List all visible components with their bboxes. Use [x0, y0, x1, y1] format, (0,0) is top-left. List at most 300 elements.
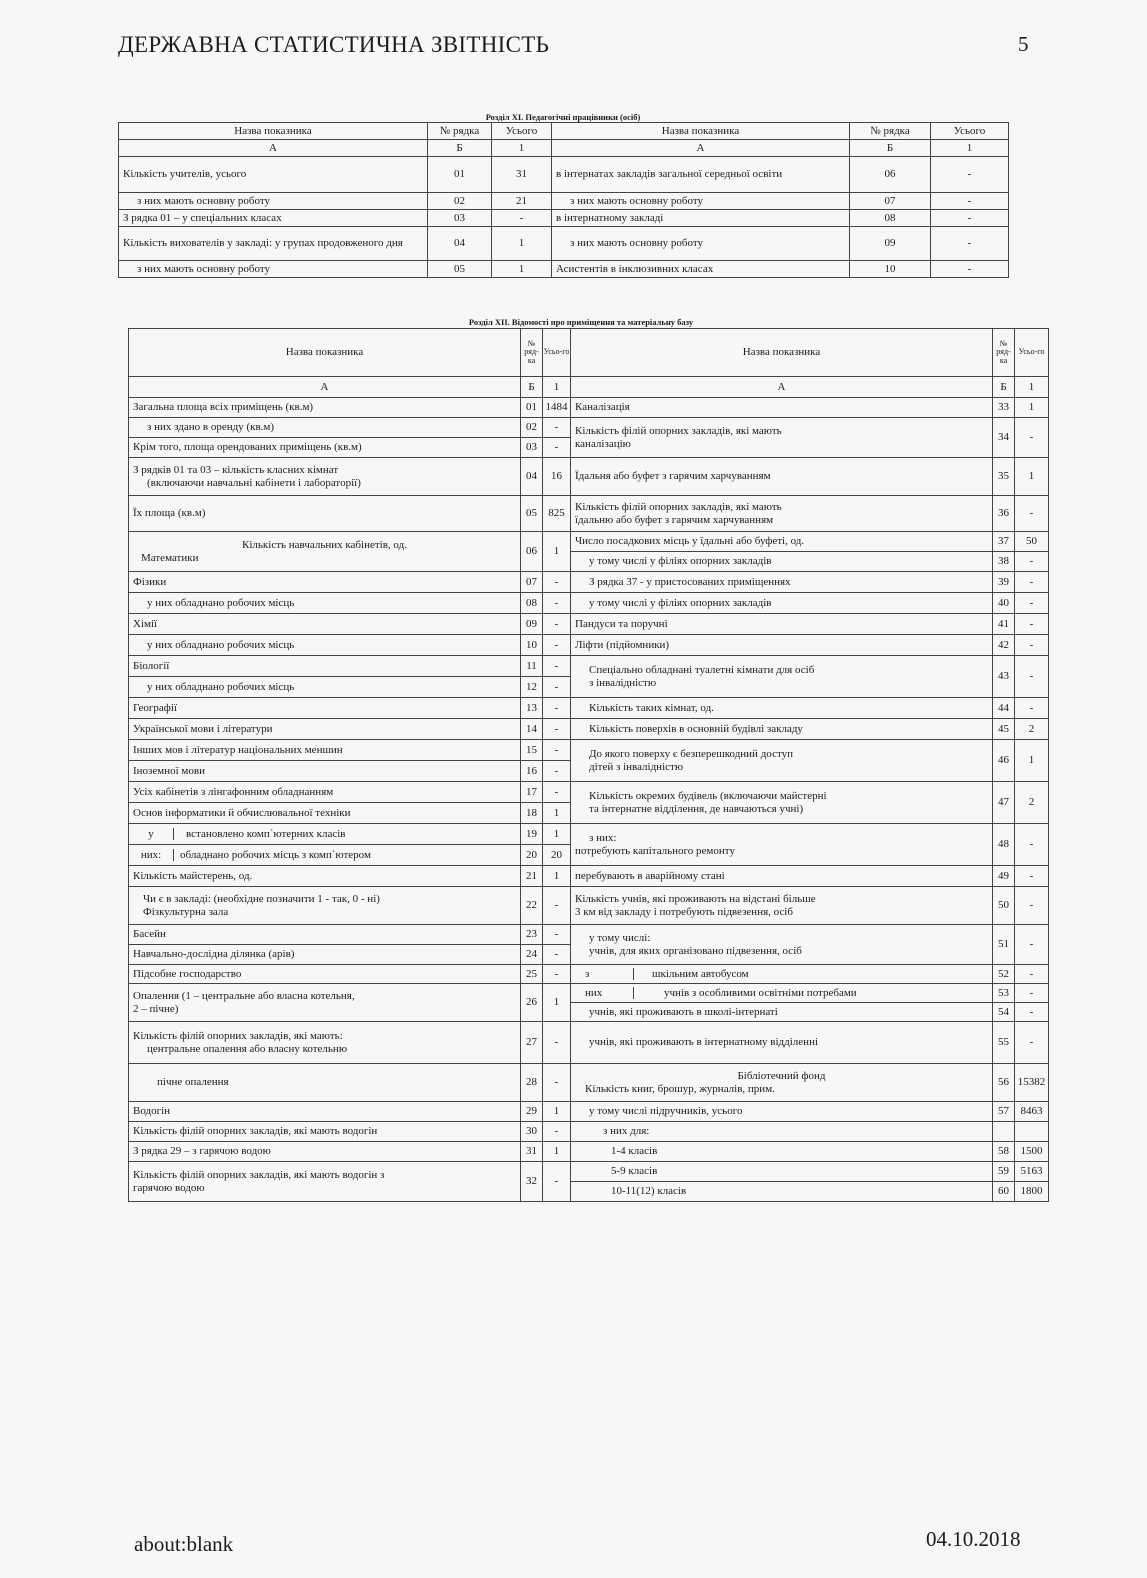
row-label: в інтернатному закладі — [552, 210, 850, 227]
footer-url: about:blank — [134, 1532, 234, 1556]
col-header: Назва показника — [119, 123, 428, 140]
section-11-title: Розділ XI. Педагогічні працівники (осіб) — [485, 112, 641, 122]
row-label — [129, 532, 521, 572]
row-value: - — [543, 1064, 571, 1102]
row-label-line: учнів з особливими освітніми потребами — [664, 986, 857, 999]
row-label: з них мають основну роботу — [119, 261, 428, 278]
row-label — [571, 496, 993, 532]
col-header: Усьо-го — [1015, 329, 1049, 377]
row-code: 44 — [993, 698, 1015, 719]
row-value: 1 — [1015, 740, 1049, 782]
row-code: 06 — [521, 532, 543, 572]
row-label: Хімії — [129, 614, 521, 635]
table-row — [129, 866, 1049, 887]
row-value: 1 — [543, 1142, 571, 1162]
row-value: 16 — [543, 458, 571, 496]
row-label: Крім того, площа орендованих приміщень (кв.м) — [129, 438, 521, 458]
row-code: 11 — [521, 656, 543, 677]
row-label-line: каналізацію — [575, 437, 631, 450]
table-row — [129, 887, 1049, 925]
row-value: - — [543, 1162, 571, 1202]
row-code: 49 — [993, 866, 1015, 887]
row-code: 02 — [428, 193, 492, 210]
row-value: 1 — [543, 984, 571, 1022]
row-label-line: До якого поверху є безперешкодний доступ — [589, 747, 793, 760]
row-value: - — [543, 614, 571, 635]
row-value: - — [1015, 552, 1049, 572]
row-label: з них мають основну роботу — [552, 193, 850, 210]
row-value: - — [1015, 593, 1049, 614]
row-label-line: дітей з інвалідністю — [589, 760, 684, 773]
section-12-table — [128, 328, 1049, 1202]
col-subheader: А — [571, 377, 993, 398]
row-code: 37 — [993, 532, 1015, 552]
row-code: 39 — [993, 572, 1015, 593]
nested-label — [129, 849, 520, 862]
row-value: - — [1015, 866, 1049, 887]
row-code: 33 — [993, 398, 1015, 418]
row-value: 1484 — [543, 398, 571, 418]
section-12-title: Розділ XII. Відомості про приміщення та матеріальну базу — [468, 317, 694, 327]
row-label: Української мови і літератури — [129, 719, 521, 740]
row-heading: Кількість навчальних кабінетів, од. — [242, 538, 407, 551]
row-code: 52 — [993, 965, 1015, 984]
row-code: 28 — [521, 1064, 543, 1102]
row-value: 5163 — [1015, 1162, 1049, 1182]
row-label-line: шкільним автобусом — [652, 967, 749, 980]
row-code: 19 — [521, 824, 543, 845]
row-code: 14 — [521, 719, 543, 740]
row-code: 34 — [993, 418, 1015, 458]
row-label: Іноземної мови — [129, 761, 521, 782]
row-value: - — [1015, 635, 1049, 656]
col-subheader: Б — [850, 140, 931, 157]
table-row — [119, 157, 1009, 193]
table-row — [129, 925, 1049, 945]
row-value: 1 — [492, 261, 552, 278]
row-value: - — [1015, 656, 1049, 698]
table-row — [129, 1022, 1049, 1064]
col-header: Назва показника — [129, 329, 521, 377]
row-code: 46 — [993, 740, 1015, 782]
row-value: - — [1015, 824, 1049, 866]
row-label: Навчально-дослідна ділянка (арів) — [129, 945, 521, 965]
table-row — [129, 496, 1049, 532]
table-subheader-row — [129, 377, 1049, 398]
row-label: Каналізація — [571, 398, 993, 418]
row-value: 2 — [1015, 782, 1049, 824]
table-row — [119, 210, 1009, 227]
row-label: з них здано в оренду (кв.м) — [129, 418, 521, 438]
row-label-line: Кількість учнів, які проживають на відстані більше — [575, 892, 816, 905]
row-label: З рядка 01 – у спеціальних класах — [119, 210, 428, 227]
row-code: 09 — [850, 227, 931, 261]
table-row — [119, 227, 1009, 261]
row-label: 10-11(12) класів — [571, 1182, 993, 1202]
table-row — [129, 1122, 1049, 1142]
table-row — [129, 418, 1049, 438]
row-label: Кількість поверхів в основній будівлі закладу — [571, 719, 993, 740]
table-row — [129, 984, 1049, 1003]
table-header-row — [119, 123, 1009, 140]
row-label: Кількість вихователів у закладі: у групах продовженого дня — [119, 227, 428, 261]
row-label: Пандуси та поручні — [571, 614, 993, 635]
row-value: 8463 — [1015, 1102, 1049, 1122]
col-header: Назва показника — [552, 123, 850, 140]
row-value: 50 — [1015, 532, 1049, 552]
row-code: 47 — [993, 782, 1015, 824]
row-code: 07 — [850, 193, 931, 210]
row-code: 22 — [521, 887, 543, 925]
col-header: № ряд-ка — [993, 329, 1015, 377]
row-label: З рядка 29 – з гарячою водою — [129, 1142, 521, 1162]
row-code: 04 — [428, 227, 492, 261]
row-value: - — [543, 593, 571, 614]
row-code: 53 — [993, 984, 1015, 1003]
row-value: 21 — [492, 193, 552, 210]
row-code: 07 — [521, 572, 543, 593]
row-code: 54 — [993, 1003, 1015, 1022]
row-code: 51 — [993, 925, 1015, 965]
row-code: 48 — [993, 824, 1015, 866]
col-subheader: А — [552, 140, 850, 157]
row-label: у них обладнано робочих місць — [129, 593, 521, 614]
row-value: 825 — [543, 496, 571, 532]
row-label: з них мають основну роботу — [552, 227, 850, 261]
row-label: учнів, які проживають в школі-інтернаті — [571, 1003, 993, 1022]
row-label: пічне опалення — [129, 1064, 521, 1102]
table-row — [129, 965, 1049, 984]
row-code: 20 — [521, 845, 543, 866]
row-value: - — [1015, 614, 1049, 635]
row-label: у них обладнано робочих місць — [129, 677, 521, 698]
row-code: 10 — [850, 261, 931, 278]
col-subheader: А — [119, 140, 428, 157]
row-label: Фізики — [129, 572, 521, 593]
row-label: Кількість майстерень, од. — [129, 866, 521, 887]
row-value: - — [1015, 887, 1049, 925]
row-code: 01 — [428, 157, 492, 193]
table-row — [129, 532, 1049, 552]
row-label — [571, 1064, 993, 1102]
col-subheader: Б — [993, 377, 1015, 398]
row-value: - — [1015, 572, 1049, 593]
row-prefix: них: — [129, 849, 174, 862]
row-label — [571, 965, 993, 984]
row-label: Їдальня або буфет з гарячим харчуванням — [571, 458, 993, 496]
row-code: 26 — [521, 984, 543, 1022]
row-value: - — [492, 210, 552, 227]
row-code: 55 — [993, 1022, 1015, 1064]
row-label-line: Опалення (1 – центральне або власна котельня, — [133, 989, 355, 1002]
row-value: - — [543, 965, 571, 984]
row-label-line: 3 км від закладу і потребують підвезення, осіб — [575, 905, 793, 918]
row-code: 08 — [521, 593, 543, 614]
row-label — [129, 458, 521, 496]
row-value: 1 — [543, 824, 571, 845]
row-label — [129, 845, 521, 866]
row-label-line: Чи є в закладі: (необхідне позначити 1 - так, 0 - ні) — [143, 892, 380, 905]
row-label: у тому числі підручників, усього — [571, 1102, 993, 1122]
table-row — [129, 593, 1049, 614]
row-code: 18 — [521, 803, 543, 824]
row-label: Загальна площа всіх приміщень (кв.м) — [129, 398, 521, 418]
row-value: - — [543, 698, 571, 719]
row-label: Підсобне господарство — [129, 965, 521, 984]
row-label-line: потребують капітального ремонту — [575, 844, 735, 857]
row-label-line: Спеціально обладнані туалетні кімнати для осіб — [589, 663, 815, 676]
table-row — [129, 719, 1049, 740]
row-label: Водогін — [129, 1102, 521, 1122]
table-row — [129, 656, 1049, 677]
row-code: 06 — [850, 157, 931, 193]
row-code: 05 — [428, 261, 492, 278]
row-label-line: Кількість окремих будівель (включаючи майстерні — [589, 789, 827, 802]
row-code: 05 — [521, 496, 543, 532]
row-value: 1 — [1015, 398, 1049, 418]
row-label: Усіх кабінетів з лінгафонним обладнанням — [129, 782, 521, 803]
row-label — [129, 887, 521, 925]
row-label-line: Кількість філій опорних закладів, які мають: — [133, 1029, 343, 1042]
table-row — [129, 1064, 1049, 1102]
row-code: 03 — [428, 210, 492, 227]
row-label-line: з них: — [589, 831, 617, 844]
row-label: Основ інформатики й обчислювальної техніки — [129, 803, 521, 824]
row-value: - — [543, 945, 571, 965]
row-code: 29 — [521, 1102, 543, 1122]
row-label-line: Кількість філій опорних закладів, які мають — [575, 500, 782, 513]
row-label: учнів, які проживають в інтернатному відділенні — [571, 1022, 993, 1064]
row-value: - — [1015, 984, 1049, 1003]
col-header: Усього — [492, 123, 552, 140]
row-value: - — [931, 193, 1009, 210]
row-value: 31 — [492, 157, 552, 193]
row-code: 57 — [993, 1102, 1015, 1122]
row-value: - — [543, 438, 571, 458]
row-value: - — [1015, 418, 1049, 458]
row-label: Інших мов і літератур національних меншин — [129, 740, 521, 761]
row-value: 1800 — [1015, 1182, 1049, 1202]
row-label — [571, 740, 993, 782]
row-value: - — [1015, 496, 1049, 532]
row-label: у тому числі у філіях опорних закладів — [571, 552, 993, 572]
row-label-line: Математики — [141, 551, 199, 564]
row-code: 08 — [850, 210, 931, 227]
row-code: 31 — [521, 1142, 543, 1162]
row-code: 58 — [993, 1142, 1015, 1162]
table-row — [129, 740, 1049, 761]
col-header: № рядка — [428, 123, 492, 140]
table-row — [129, 635, 1049, 656]
row-code: 02 — [521, 418, 543, 438]
row-code: 36 — [993, 496, 1015, 532]
row-code: 16 — [521, 761, 543, 782]
row-code: 25 — [521, 965, 543, 984]
row-value: 1 — [543, 803, 571, 824]
row-label: у них обладнано робочих місць — [129, 635, 521, 656]
row-label — [571, 925, 993, 965]
row-label-line: їдальню або буфет з гарячим харчуванням — [575, 513, 774, 526]
row-label: Басейн — [129, 925, 521, 945]
row-code: 50 — [993, 887, 1015, 925]
section-11-table — [118, 122, 1009, 278]
row-label: 1-4 класів — [571, 1142, 993, 1162]
row-value: - — [543, 572, 571, 593]
table-row — [129, 1162, 1049, 1182]
col-header: № ряд-ка — [521, 329, 543, 377]
row-label-line: Кількість філій опорних закладів, які мають водогін з — [133, 1168, 385, 1181]
table-row — [129, 824, 1049, 845]
row-label-line: Кількість філій опорних закладів, які мають — [575, 424, 782, 437]
row-value: 20 — [543, 845, 571, 866]
row-label — [571, 984, 993, 1003]
row-value: - — [1015, 925, 1049, 965]
row-label — [129, 1022, 521, 1064]
row-code: 27 — [521, 1022, 543, 1064]
col-subheader: 1 — [543, 377, 571, 398]
row-value: - — [543, 782, 571, 803]
nested-label — [571, 968, 992, 981]
row-label-line: встановлено комп`ютерних класів — [186, 827, 346, 840]
row-code: 42 — [993, 635, 1015, 656]
table-row — [129, 1142, 1049, 1162]
row-label-line: обладнано робочих місць з комп`ютером — [180, 848, 371, 861]
table-row — [129, 398, 1049, 418]
row-label: Біології — [129, 656, 521, 677]
row-label-line: Фізкультурна зала — [143, 905, 229, 918]
row-label: з них для: — [571, 1122, 993, 1142]
row-value: - — [1015, 1003, 1049, 1022]
row-value: 1 — [543, 866, 571, 887]
row-code: 12 — [521, 677, 543, 698]
row-code: 09 — [521, 614, 543, 635]
row-label: з них мають основну роботу — [119, 193, 428, 210]
row-value: - — [931, 157, 1009, 193]
table-row — [129, 458, 1049, 496]
col-subheader: А — [129, 377, 521, 398]
row-code: 32 — [521, 1162, 543, 1202]
row-label: Кількість філій опорних закладів, які мають водогін — [129, 1122, 521, 1142]
row-label — [571, 782, 993, 824]
row-label-line: 2 – пічне) — [133, 1002, 179, 1015]
row-label — [129, 1162, 521, 1202]
col-header: Усього — [931, 123, 1009, 140]
row-code: 17 — [521, 782, 543, 803]
row-value: - — [543, 925, 571, 945]
row-value: - — [543, 656, 571, 677]
row-code: 01 — [521, 398, 543, 418]
row-label: у тому числі у філіях опорних закладів — [571, 593, 993, 614]
row-label-line: та інтернатне відділення, де навчаються учні) — [589, 802, 804, 815]
col-subheader: 1 — [492, 140, 552, 157]
row-label: Асистентів в інклюзивних класах — [552, 261, 850, 278]
row-label — [571, 656, 993, 698]
row-label: Число посадкових місць у їдальні або буфеті, од. — [571, 532, 993, 552]
row-code: 35 — [993, 458, 1015, 496]
footer-date: 04.10.2018 — [926, 1527, 1021, 1551]
row-value: - — [543, 887, 571, 925]
row-value: 1 — [1015, 458, 1049, 496]
table-row — [129, 1102, 1049, 1122]
row-value: - — [931, 210, 1009, 227]
row-label-line: гарячою водою — [133, 1181, 205, 1194]
col-subheader: 1 — [1015, 377, 1049, 398]
row-value: 1 — [543, 1102, 571, 1122]
row-code: 60 — [993, 1182, 1015, 1202]
row-value: - — [1015, 698, 1049, 719]
table-row — [119, 193, 1009, 210]
row-label — [129, 984, 521, 1022]
table-row — [129, 698, 1049, 719]
row-label-line: З рядків 01 та 03 – кількість класних кімнат — [133, 463, 339, 476]
page-title: ДЕРЖАВНА СТАТИСТИЧНА ЗВІТНІСТЬ — [118, 32, 550, 57]
row-code: 41 — [993, 614, 1015, 635]
row-code: 21 — [521, 866, 543, 887]
row-code: 10 — [521, 635, 543, 656]
row-code: 45 — [993, 719, 1015, 740]
row-value: - — [931, 261, 1009, 278]
table-header-row — [129, 329, 1049, 377]
nested-label — [571, 987, 992, 1000]
page-number: 5 — [1018, 32, 1029, 56]
row-value: - — [543, 719, 571, 740]
row-code: 23 — [521, 925, 543, 945]
row-heading: Бібліотечний фонд — [737, 1069, 826, 1082]
row-label — [571, 887, 993, 925]
row-code: 59 — [993, 1162, 1015, 1182]
table-row — [129, 782, 1049, 803]
row-value: 1 — [492, 227, 552, 261]
row-code: 15 — [521, 740, 543, 761]
row-code: 40 — [993, 593, 1015, 614]
table-row — [119, 261, 1009, 278]
row-label-line: з інвалідністю — [589, 676, 657, 689]
row-code — [993, 1122, 1015, 1142]
row-value: - — [1015, 1022, 1049, 1064]
row-value: 1 — [543, 532, 571, 572]
col-subheader: 1 — [931, 140, 1009, 157]
table-row — [129, 572, 1049, 593]
table-subheader-row — [119, 140, 1009, 157]
row-label: Кількість учителів, усього — [119, 157, 428, 193]
table-row — [129, 614, 1049, 635]
row-label: перебувають в аварійному стані — [571, 866, 993, 887]
row-label: Їх площа (кв.м) — [129, 496, 521, 532]
row-code: 38 — [993, 552, 1015, 572]
row-value: - — [543, 1022, 571, 1064]
col-subheader: Б — [428, 140, 492, 157]
row-label — [571, 824, 993, 866]
row-code: 04 — [521, 458, 543, 496]
row-label: З рядка 37 - у пристосованих приміщеннях — [571, 572, 993, 593]
row-label: Ліфти (підйомники) — [571, 635, 993, 656]
row-code: 24 — [521, 945, 543, 965]
col-header: № рядка — [850, 123, 931, 140]
row-label-line: у тому числі: — [589, 931, 651, 944]
row-label-line: учнів, для яких організовано підвезення, осіб — [589, 944, 802, 957]
col-header: Усьо-го — [543, 329, 571, 377]
col-header: Назва показника — [571, 329, 993, 377]
row-prefix: у — [129, 828, 174, 841]
row-value: 1500 — [1015, 1142, 1049, 1162]
row-label — [571, 418, 993, 458]
nested-label — [129, 828, 520, 841]
row-label — [129, 824, 521, 845]
row-prefix: них — [571, 987, 634, 1000]
row-value: - — [543, 740, 571, 761]
row-value: 2 — [1015, 719, 1049, 740]
row-value: - — [543, 418, 571, 438]
